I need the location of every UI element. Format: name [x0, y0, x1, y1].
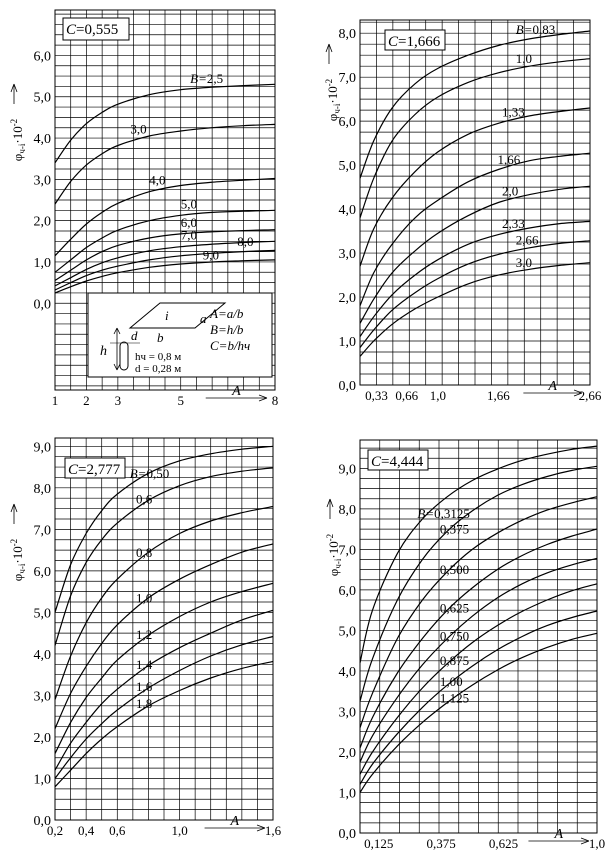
grid	[360, 440, 597, 833]
y-tick-label: 1,0	[33, 255, 51, 271]
y-tick-label: 7,0	[33, 523, 51, 539]
y-axis-label-main: φ	[326, 568, 341, 577]
chart-title-value: =4,444	[381, 454, 424, 470]
curve-label: 0,500	[439, 562, 470, 578]
y-tick-label: 6,0	[338, 115, 356, 131]
y-axis-label-exp: -2	[324, 78, 334, 87]
inset-note: d = 0,28 м	[135, 363, 182, 375]
y-tick-label: 3,0	[338, 705, 356, 721]
y-axis-label-group	[9, 504, 27, 581]
x-tick-label: 3	[114, 393, 122, 408]
y-tick-label: 9,0	[33, 440, 51, 456]
y-tick-label: 2,0	[33, 214, 51, 230]
curve-label: 5,0	[180, 196, 197, 212]
curve-label: 0,750	[439, 628, 470, 644]
chart-title-var: C	[66, 22, 77, 38]
y-tick-label: 8,0	[33, 481, 51, 497]
y-tick-label: 8,0	[338, 502, 356, 518]
y-axis-label-main: φ	[10, 153, 25, 162]
y-tick-label: 5,0	[33, 606, 51, 622]
x-tick-label: 1	[51, 393, 59, 408]
chart-title-value: =0,555	[76, 22, 119, 38]
curve-label-value: 0,83	[532, 21, 556, 37]
x-tick-label: 1,0	[429, 388, 447, 403]
x-axis-label: A	[548, 379, 557, 394]
y-tick-label: 6,0	[338, 583, 356, 599]
y-tick-label: 8,0	[338, 27, 356, 43]
y-tick-label: 6,0	[33, 564, 51, 580]
y-tick-label: 4,0	[338, 664, 356, 680]
curve-label: 1,00	[439, 673, 463, 689]
y-axis-label-main: φ	[10, 573, 25, 582]
curve-label: 2,0	[502, 183, 519, 199]
curve-label-prefix: B=	[129, 465, 147, 481]
x-tick-label: 0,66	[395, 388, 419, 403]
y-axis-label-times: ·10	[10, 546, 25, 564]
x-tick-label: 2	[83, 393, 90, 408]
curve-label: 0,625	[439, 600, 470, 616]
y-tick-label: 7,0	[338, 543, 356, 559]
inset-label-i: i	[165, 308, 169, 323]
inset-formula: B=h/b	[210, 322, 244, 337]
curve-label: 1,33	[502, 104, 525, 120]
y-tick-label: 4,0	[338, 203, 356, 219]
y-tick-label: 2,0	[33, 730, 51, 746]
curve-label: 0,8	[135, 544, 153, 560]
y-axis-label-sub: ч-i	[17, 563, 27, 574]
y-tick-label: 1,0	[338, 335, 356, 351]
y-tick-label: 4,0	[33, 132, 51, 148]
inset-label-h: h	[100, 344, 107, 359]
y-tick-label: 3,0	[338, 247, 356, 263]
x-axis-label-group	[523, 379, 582, 396]
chart-panel-2	[324, 20, 602, 403]
curve-label: 1,6	[135, 678, 153, 694]
curve-label	[190, 71, 223, 86]
chart-title-value: =1,666	[398, 34, 441, 50]
curve-label: 1,0	[135, 590, 153, 606]
x-tick-label: 1,66	[486, 388, 510, 403]
x-tick-label: 0,625	[488, 836, 519, 851]
curve-label-value: 0,3125	[434, 505, 470, 521]
x-axis-label-group	[205, 814, 265, 831]
grid	[360, 20, 590, 385]
y-tick-label: 0,0	[338, 827, 356, 842]
curve-label: 6,0	[180, 214, 197, 230]
y-tick-label: 1,0	[338, 786, 356, 802]
y-axis-label-main: φ	[325, 113, 340, 122]
y-tick-label: 2,0	[338, 745, 356, 761]
curve-label-prefix: B=	[190, 70, 207, 86]
y-axis-label-sub: ч-i	[17, 143, 27, 154]
x-axis-label: A	[232, 384, 241, 399]
curve-label: 1,2	[135, 627, 153, 643]
y-tick-label: 3,0	[33, 689, 51, 705]
x-tick-label: 0,125	[364, 836, 394, 851]
inset-label-d: d	[131, 328, 138, 343]
curve-label-value: 0,50	[146, 465, 170, 481]
y-axis-label	[9, 539, 27, 581]
curve-label: 0,375	[439, 521, 470, 537]
curve-label: 4,0	[149, 172, 166, 188]
x-tick-label: 0,2	[46, 823, 64, 838]
chart-panel-4	[325, 440, 605, 851]
chart-title	[371, 454, 424, 470]
grid	[55, 438, 273, 820]
curve-label: 7,0	[180, 227, 197, 243]
y-tick-label: 0,0	[33, 814, 51, 829]
curve-label	[516, 22, 555, 37]
chart-title	[68, 462, 121, 478]
y-axis-label-group	[9, 84, 27, 161]
x-tick-label: 2,66	[578, 388, 602, 403]
y-tick-label: 0,0	[33, 297, 51, 313]
y-axis-label-times: ·10	[326, 541, 341, 559]
x-tick-label: 0,33	[365, 388, 388, 403]
x-axis-label-group	[206, 384, 267, 401]
curve-label: 9,0	[202, 247, 219, 263]
chart-title	[66, 22, 118, 38]
inset-diagram	[88, 293, 272, 377]
curve-label: 1,0	[515, 51, 533, 67]
y-tick-label: 3,0	[33, 173, 51, 189]
y-tick-label: 1,0	[33, 772, 51, 788]
y-tick-label: 0,0	[338, 379, 356, 394]
x-tick-label: 1,6	[264, 823, 282, 838]
y-tick-label: 6,0	[33, 49, 51, 65]
y-tick-label: 7,0	[338, 71, 356, 87]
chart-title-var: C	[371, 454, 382, 470]
y-axis-label-exp: -2	[9, 538, 19, 547]
curve-label: 3,0	[515, 254, 533, 270]
curve-label: 2,33	[502, 215, 525, 231]
y-axis-label-exp: -2	[9, 118, 19, 127]
x-axis-label: A	[230, 814, 240, 829]
curve-label	[417, 506, 469, 521]
curve-label: 2,66	[515, 232, 539, 248]
curve-label: 8,0	[237, 233, 254, 249]
y-tick-label: 5,0	[338, 159, 356, 175]
y-tick-label: 2,0	[338, 291, 356, 307]
y-tick-label: 9,0	[338, 462, 356, 478]
inset-formula: A=a/b	[210, 306, 244, 321]
x-tick-label: 0,375	[426, 836, 456, 851]
y-tick-label: 4,0	[33, 647, 51, 663]
x-tick-label: 0,4	[78, 823, 95, 838]
x-tick-label: 1,0	[588, 836, 606, 851]
y-tick-label: 5,0	[33, 90, 51, 106]
curve-label: 1,8	[135, 696, 153, 712]
x-tick-label: 8	[271, 393, 279, 408]
y-axis-label-sub: ч-i	[332, 103, 342, 114]
chart-title	[388, 34, 441, 50]
chart-panel-3	[9, 438, 282, 838]
chart-panel-1	[9, 10, 278, 408]
x-axis-label: A	[554, 827, 564, 842]
curve-label: 1,125	[439, 690, 470, 706]
chart-title-var: C	[68, 462, 79, 478]
y-axis-label	[9, 119, 27, 161]
curve-label: 0,6	[135, 491, 153, 507]
curve-label	[130, 466, 169, 481]
x-tick-label: 0,6	[109, 823, 126, 838]
x-tick-label: 1,0	[171, 823, 188, 838]
y-axis-label-exp: -2	[325, 533, 335, 542]
curve-label: 1,66	[497, 151, 521, 167]
inset-label-a: a	[200, 311, 207, 326]
y-axis-label-times: ·10	[10, 126, 25, 144]
curve-label-value: 2,5	[206, 70, 224, 86]
y-tick-label: 5,0	[338, 624, 356, 640]
inset-note: hч = 0,8 м	[135, 351, 182, 363]
curve-label: 1,4	[135, 657, 153, 673]
curve-label-prefix: B=	[417, 505, 435, 521]
y-axis-label-times: ·10	[325, 86, 340, 104]
curve-label: 0,875	[439, 652, 470, 668]
y-axis-label	[325, 534, 343, 576]
chart-title-var: C	[388, 34, 399, 50]
curve-label-prefix: B=	[515, 21, 533, 37]
inset-label-b: b	[157, 330, 164, 345]
curve-label: 3,0	[130, 121, 147, 137]
chart-title-value: =2,777	[78, 462, 121, 478]
y-axis-label-sub: ч-i	[333, 558, 343, 569]
x-tick-label: 5	[177, 393, 184, 408]
inset-formula: C=b/hч	[210, 338, 251, 353]
